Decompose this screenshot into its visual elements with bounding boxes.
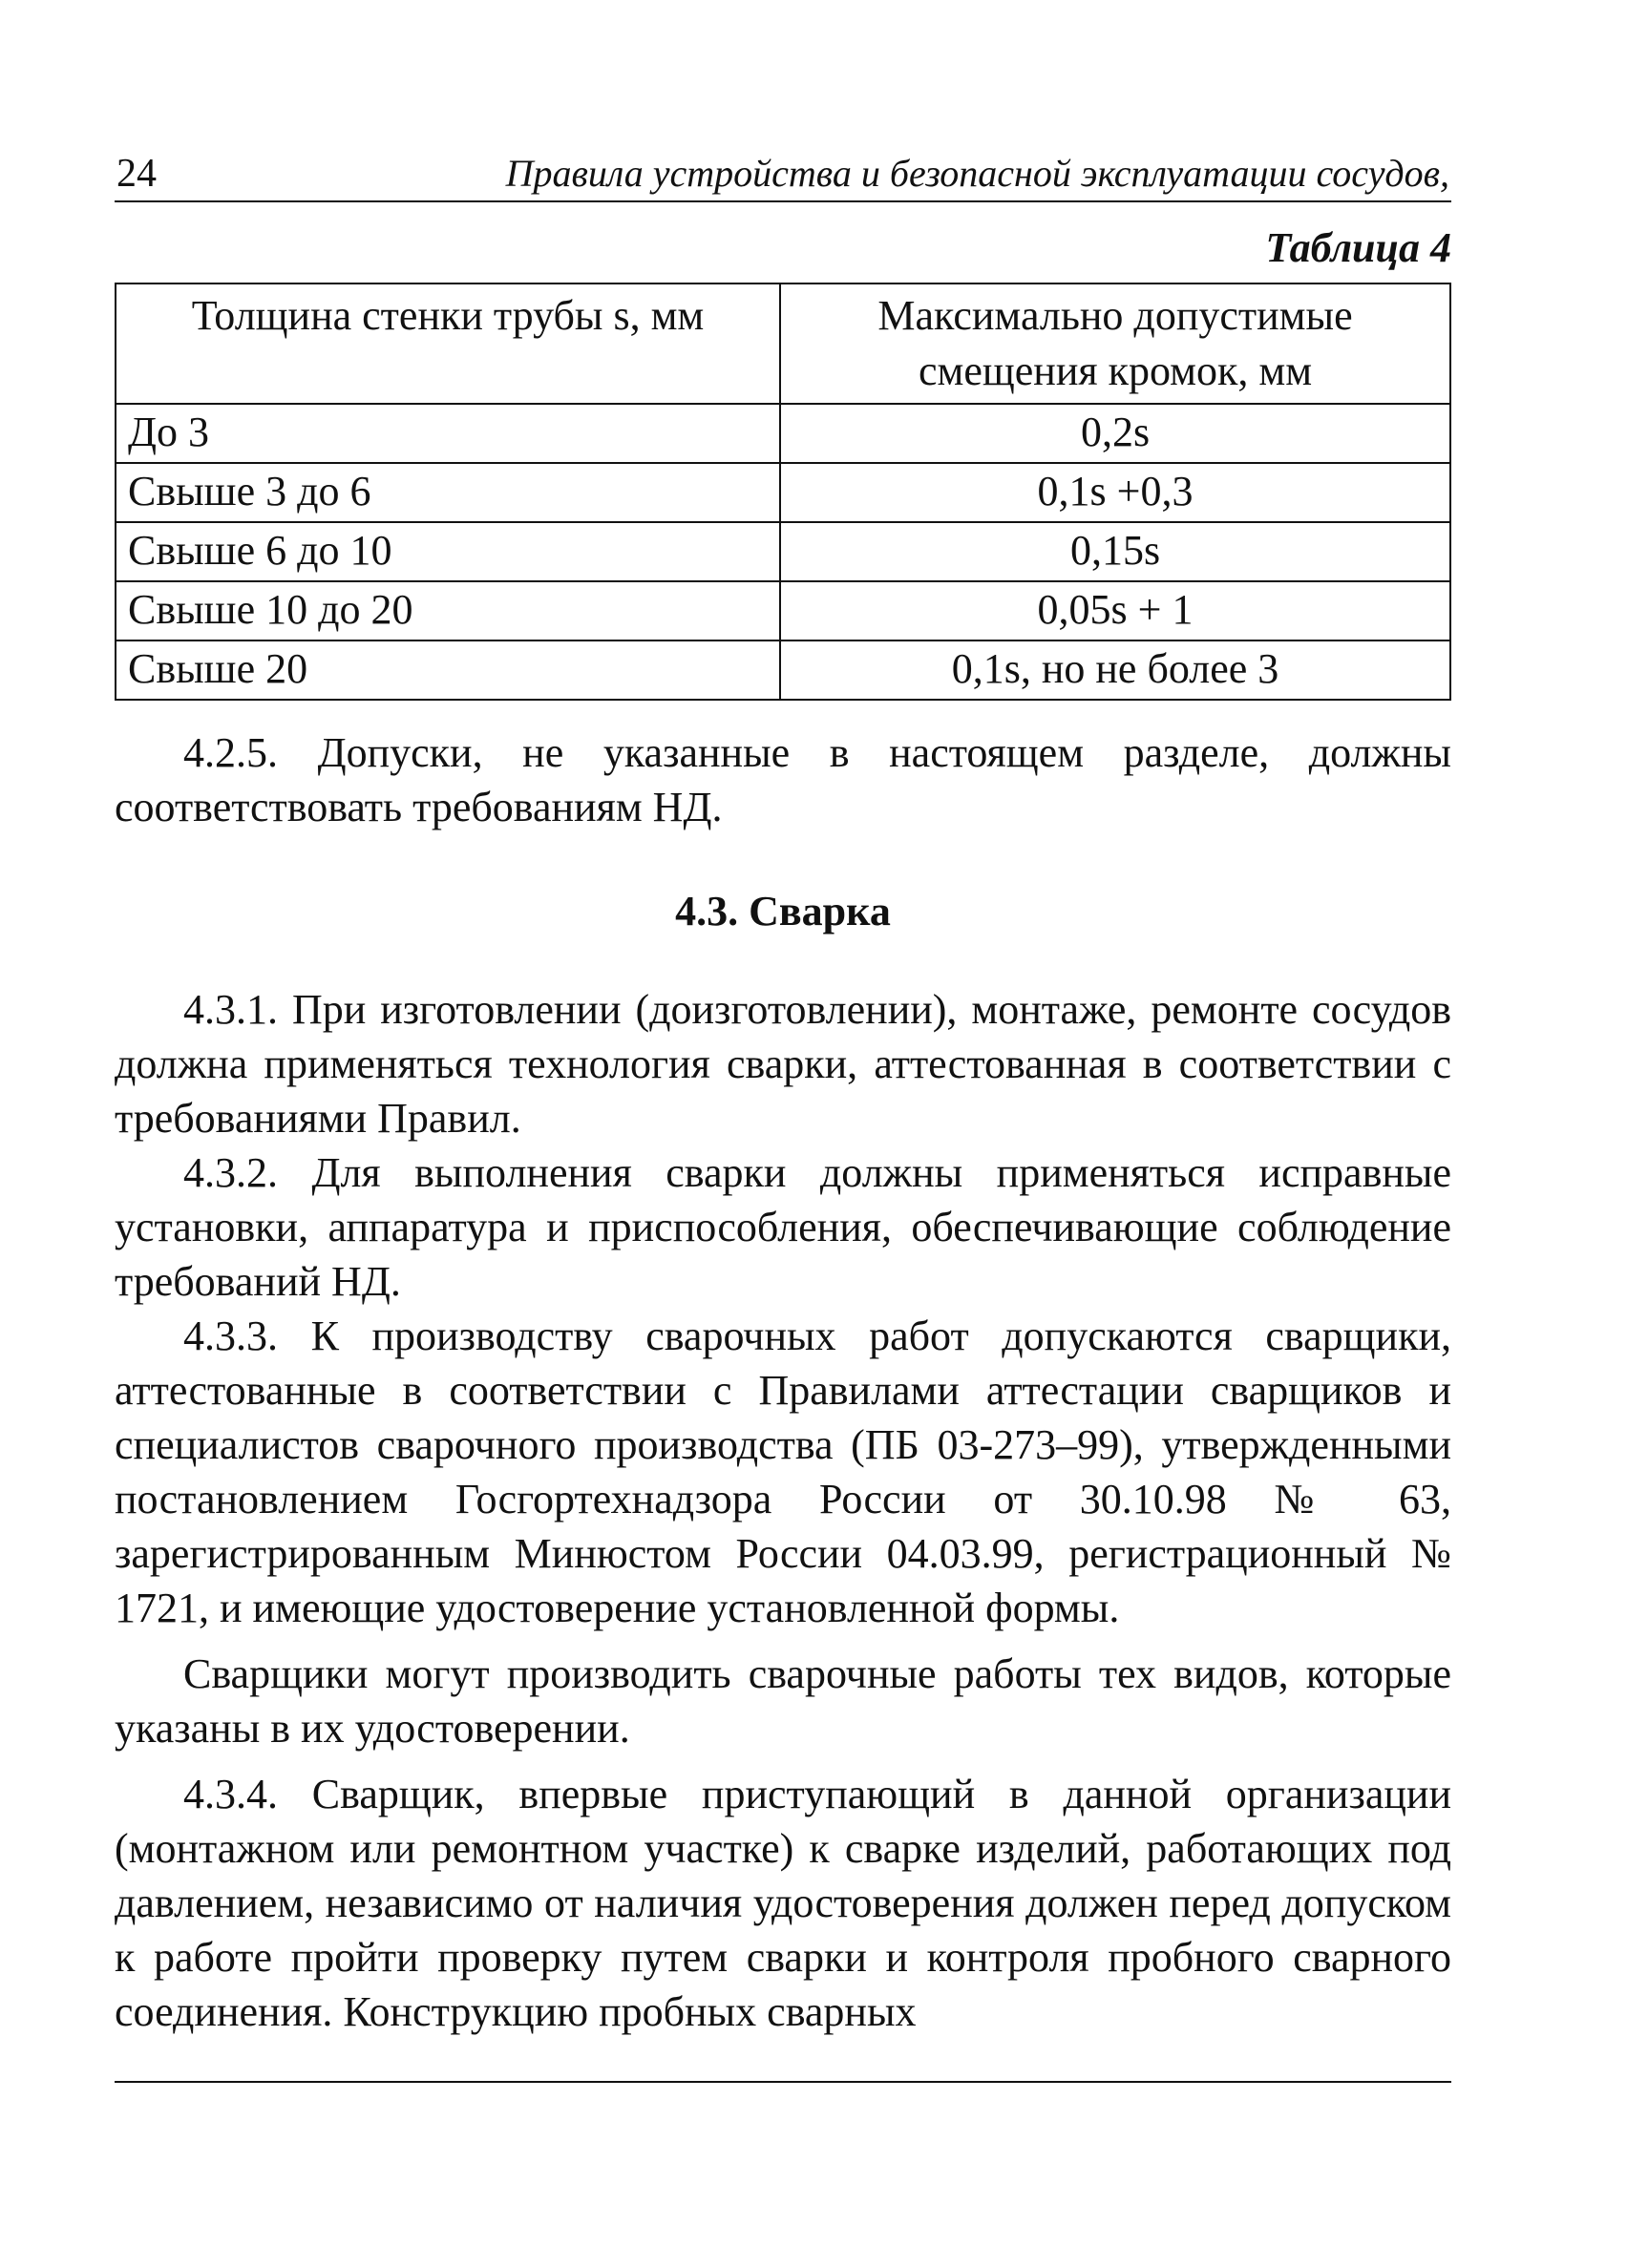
table-cell: 0,1s +0,3: [780, 463, 1450, 522]
table-header-row: [116, 284, 1450, 404]
paragraph-4-3-3: 4.3.3. К производству сварочных работ допускаются сварщики, аттестованные в соответствии с Правилами аттестации сварщиков и специалистов сварочного производства (ПБ 03-273–99), утвержденными постановлением Госгортехнадзора России от 30.10.98 № 63, зарегистрированным Минюстом России 04.03.99, регистрационный № 1721, и имеющие удостоверение установленной формы.: [115, 1312, 1451, 1631]
table-cell: 0,1s, но не более 3: [780, 640, 1450, 700]
table-cell: До 3: [116, 404, 780, 463]
table-row: [116, 581, 1450, 640]
table-row: [116, 404, 1450, 463]
column-header-wall-thickness: Толщина стенки трубы s, мм: [116, 284, 780, 404]
paragraph-4-3-4: 4.3.4. Сварщик, впервые приступающий в данной организации (монтажном или ремонтном участке) к сварке изделий, работающих под давлением, независимо от наличия удостоверения должен перед допуском к работе пройти проверку путем сварки и контроля пробного сварного соединения. Конструкцию пробных сварных: [115, 1771, 1451, 2035]
table-row: [116, 463, 1450, 522]
table-row: [116, 522, 1450, 581]
tolerance-table: [115, 283, 1451, 701]
table-caption: Таблица 4: [1265, 224, 1451, 271]
running-title: Правила устройства и безопасной эксплуатации сосудов,: [505, 152, 1449, 195]
body-text: [115, 725, 1451, 2039]
table-cell: 0,05s + 1: [780, 581, 1450, 640]
footer-rule: [115, 2081, 1451, 2083]
paragraph-welders: Сварщики могут производить сварочные работы тех видов, которые указаны в их удостоверении.: [115, 1650, 1451, 1752]
table-row: [116, 640, 1450, 700]
column-header-max-offset: Максимально допустимые смещения кромок, мм: [780, 284, 1450, 404]
table-cell: Свыше 20: [116, 640, 780, 700]
page-number: 24: [116, 152, 157, 196]
paragraph-4-3-2: 4.3.2. Для выполнения сварки должны применяться исправные установки, аппаратура и приспособления, обеспечивающие соблюдение требований НД.: [115, 1149, 1451, 1305]
table-cell: Свыше 6 до 10: [116, 522, 780, 581]
table-cell: 0,2s: [780, 404, 1450, 463]
table-cell: Свыше 3 до 6: [116, 463, 780, 522]
table-cell: Свыше 10 до 20: [116, 581, 780, 640]
table-cell: 0,15s: [780, 522, 1450, 581]
paragraph-4-2-5: 4.2.5. Допуски, не указанные в настоящем разделе, должны соответствовать требованиям НД.: [115, 729, 1451, 830]
page-header: [115, 143, 1451, 202]
paragraph-4-3-1: 4.3.1. При изготовлении (доизготовлении), монтаже, ремонте сосудов должна применяться технология сварки, аттестованная в соответствии с требованиями Правил.: [115, 986, 1451, 1142]
section-heading: 4.3. Сварка: [675, 888, 891, 934]
